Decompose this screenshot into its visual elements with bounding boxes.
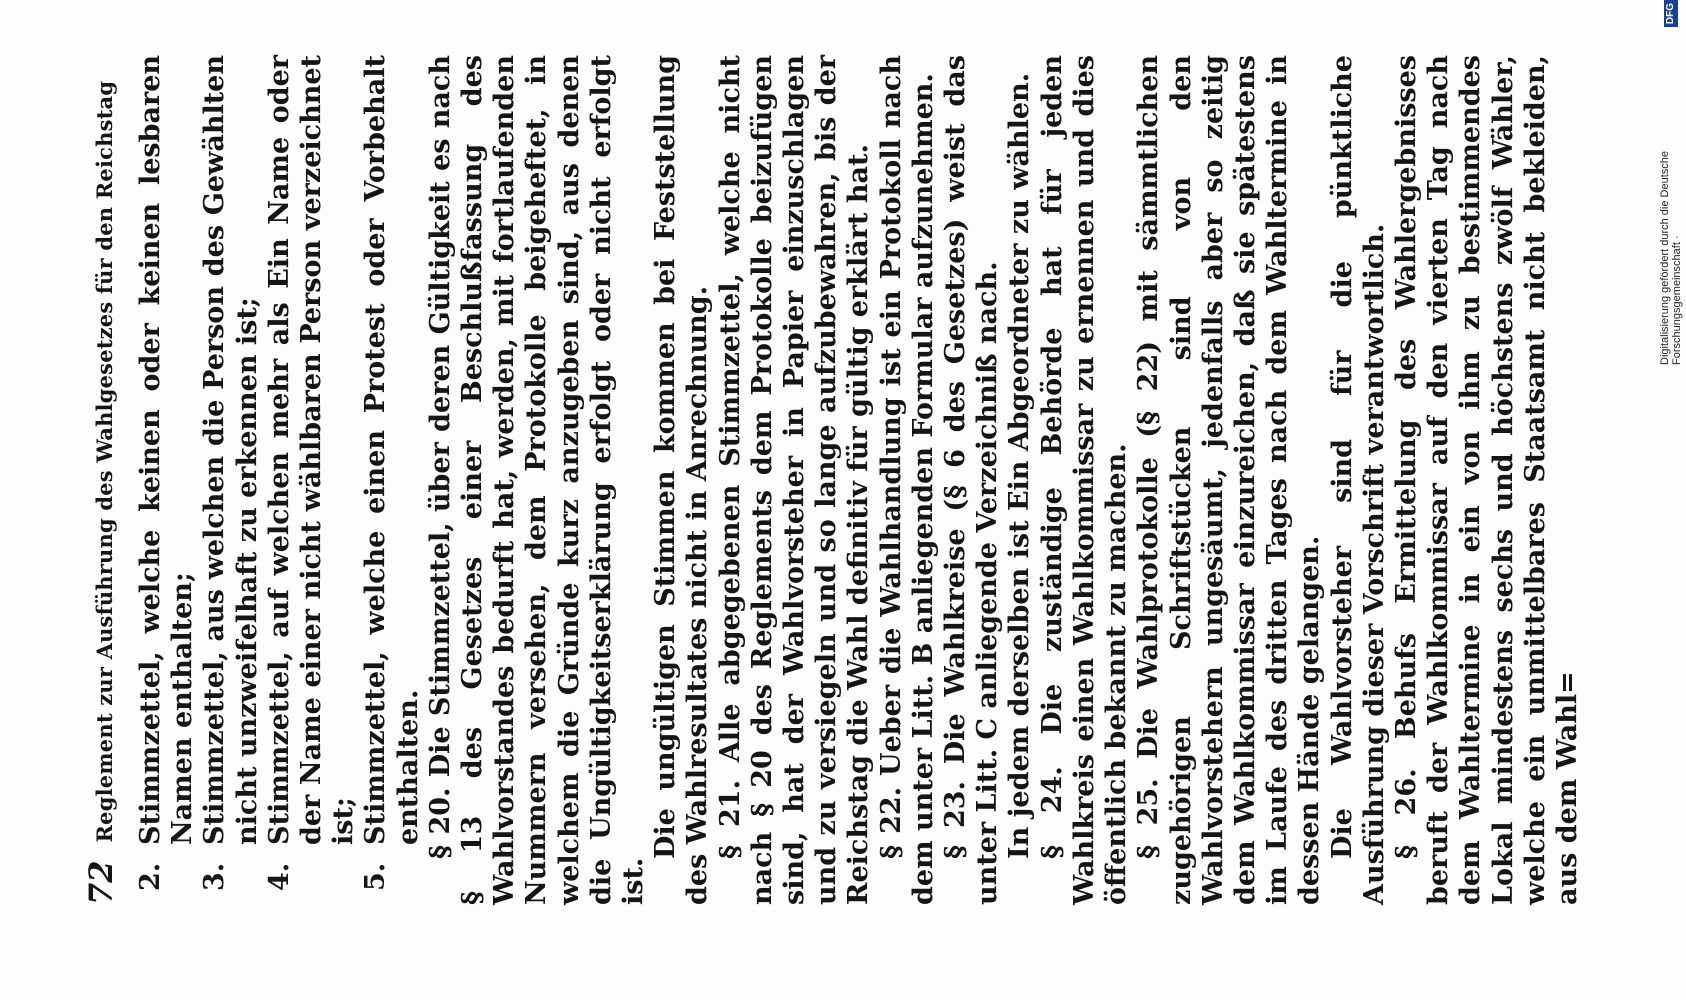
paragraph-section-25: § 25. Die Wahlprotokolle (§ 22) mit sämmtlichen zugehörigen Schriftstücken sind von den Wahlvorstehern ungesäumt, jedenfalls aber so zeitig dem Wahlkommissar einzureichen, daß sie spätestens im Laufe des dritten Tages nach dem Wahltermine in dessen Hände gelangen. <box>1133 55 1326 905</box>
dfg-logo: DFG <box>1664 0 1678 27</box>
page-header <box>82 55 122 905</box>
item-number: 3. <box>199 862 231 891</box>
list-item <box>360 55 424 905</box>
item-number: 5. <box>360 862 392 891</box>
running-title: Reglement zur Ausführung des Wahlgesetzes für den Reichstag <box>92 80 117 843</box>
paragraph-section-23: § 23. Die Wahlkreise (§ 6 des Gesetzes) weist das unter Litt. C anliegende Verzeichniß nach. <box>940 55 1004 905</box>
paragraph: In jedem derselben ist Ein Abgeordneter zu wählen. <box>1004 72 1036 859</box>
paragraph-section-26: § 26. Behufs Ermittelung des Wahlergebnisses beruft der Wahlkommissar auf den vierten Tag nach dem Wahltermine in ein von ihm zu bestimmendes Lokal mindestens sechs und höchstens zwölf Wähler, welche ein unmittelbares Staatsamt nicht bekleiden, aus dem Wahl= <box>1390 55 1583 905</box>
credit-text: Digitalisierung gefördert durch die Deutsche Forschungsgemeinschaft · <box>1659 150 1683 365</box>
paragraph-section-20: § 20. Die Stimmzettel, über deren Gültigkeit es nach § 13 des Gesetzes einer Beschlußfassung des Wahlvorstandes bedurft hat, werden, mit fortlaufenden Nummern versehen, dem Protokolle beigeheftet, in welchem die Gründe kurz anzugeben sind, aus denen die Ungültigkeitserklärung erfolgt oder nicht erfolgt ist. <box>424 55 650 905</box>
item-number: 4. <box>263 862 295 891</box>
item-number: 2. <box>135 862 166 891</box>
paragraph-section-21: § 21. Alle abgegebenen Stimmzettel, welche nicht nach § 20 des Reglements dem Protokolle beizufügen sind, hat der Wahlvorsteher in Papier einzuschlagen und zu versiegeln und so lange aufzubewahren, bis der Reichstag die Wahl definitiv für gültig erklärt hat. <box>714 55 875 905</box>
list-item <box>135 55 199 905</box>
body-text <box>135 55 1584 905</box>
paragraph: Die Wahlvorsteher sind für die pünktliche Ausführung dieser Vorschrift verantwortlich. <box>1326 55 1390 905</box>
item-text: Stimmzettel, auf welchen mehr als Ein Name oder der Name einer nicht wählbaren Person verzeichnet ist; <box>263 55 360 845</box>
paragraph-section-22: § 22. Ueber die Wahlhandlung ist ein Protokoll nach dem unter Litt. B anliegenden Formular aufzunehmen. <box>875 55 939 905</box>
page-number: 72 <box>82 860 120 905</box>
paragraph: Die ungültigen Stimmen kommen bei Feststellung des Wahlresultates nicht in Anrechnung. <box>650 55 714 905</box>
item-text: Stimmzettel, aus welchen die Person des Gewählten nicht unzweifelhaft zu erkennen ist; <box>199 55 263 845</box>
list-item <box>199 55 263 905</box>
digitization-credit <box>1656 0 1686 1000</box>
item-text: Stimmzettel, welche einen Protest oder Vorbehalt enthalten. <box>360 55 424 845</box>
item-text: Stimmzettel, welche keinen oder keinen lesbaren Namen enthalten; <box>135 55 199 845</box>
paragraph-section-24: § 24. Die zuständige Behörde hat für jeden Wahlkreis einen Wahlkommissar zu ernennen und dies öffentlich bekannt zu machen. <box>1036 55 1133 905</box>
list-item <box>264 55 361 905</box>
